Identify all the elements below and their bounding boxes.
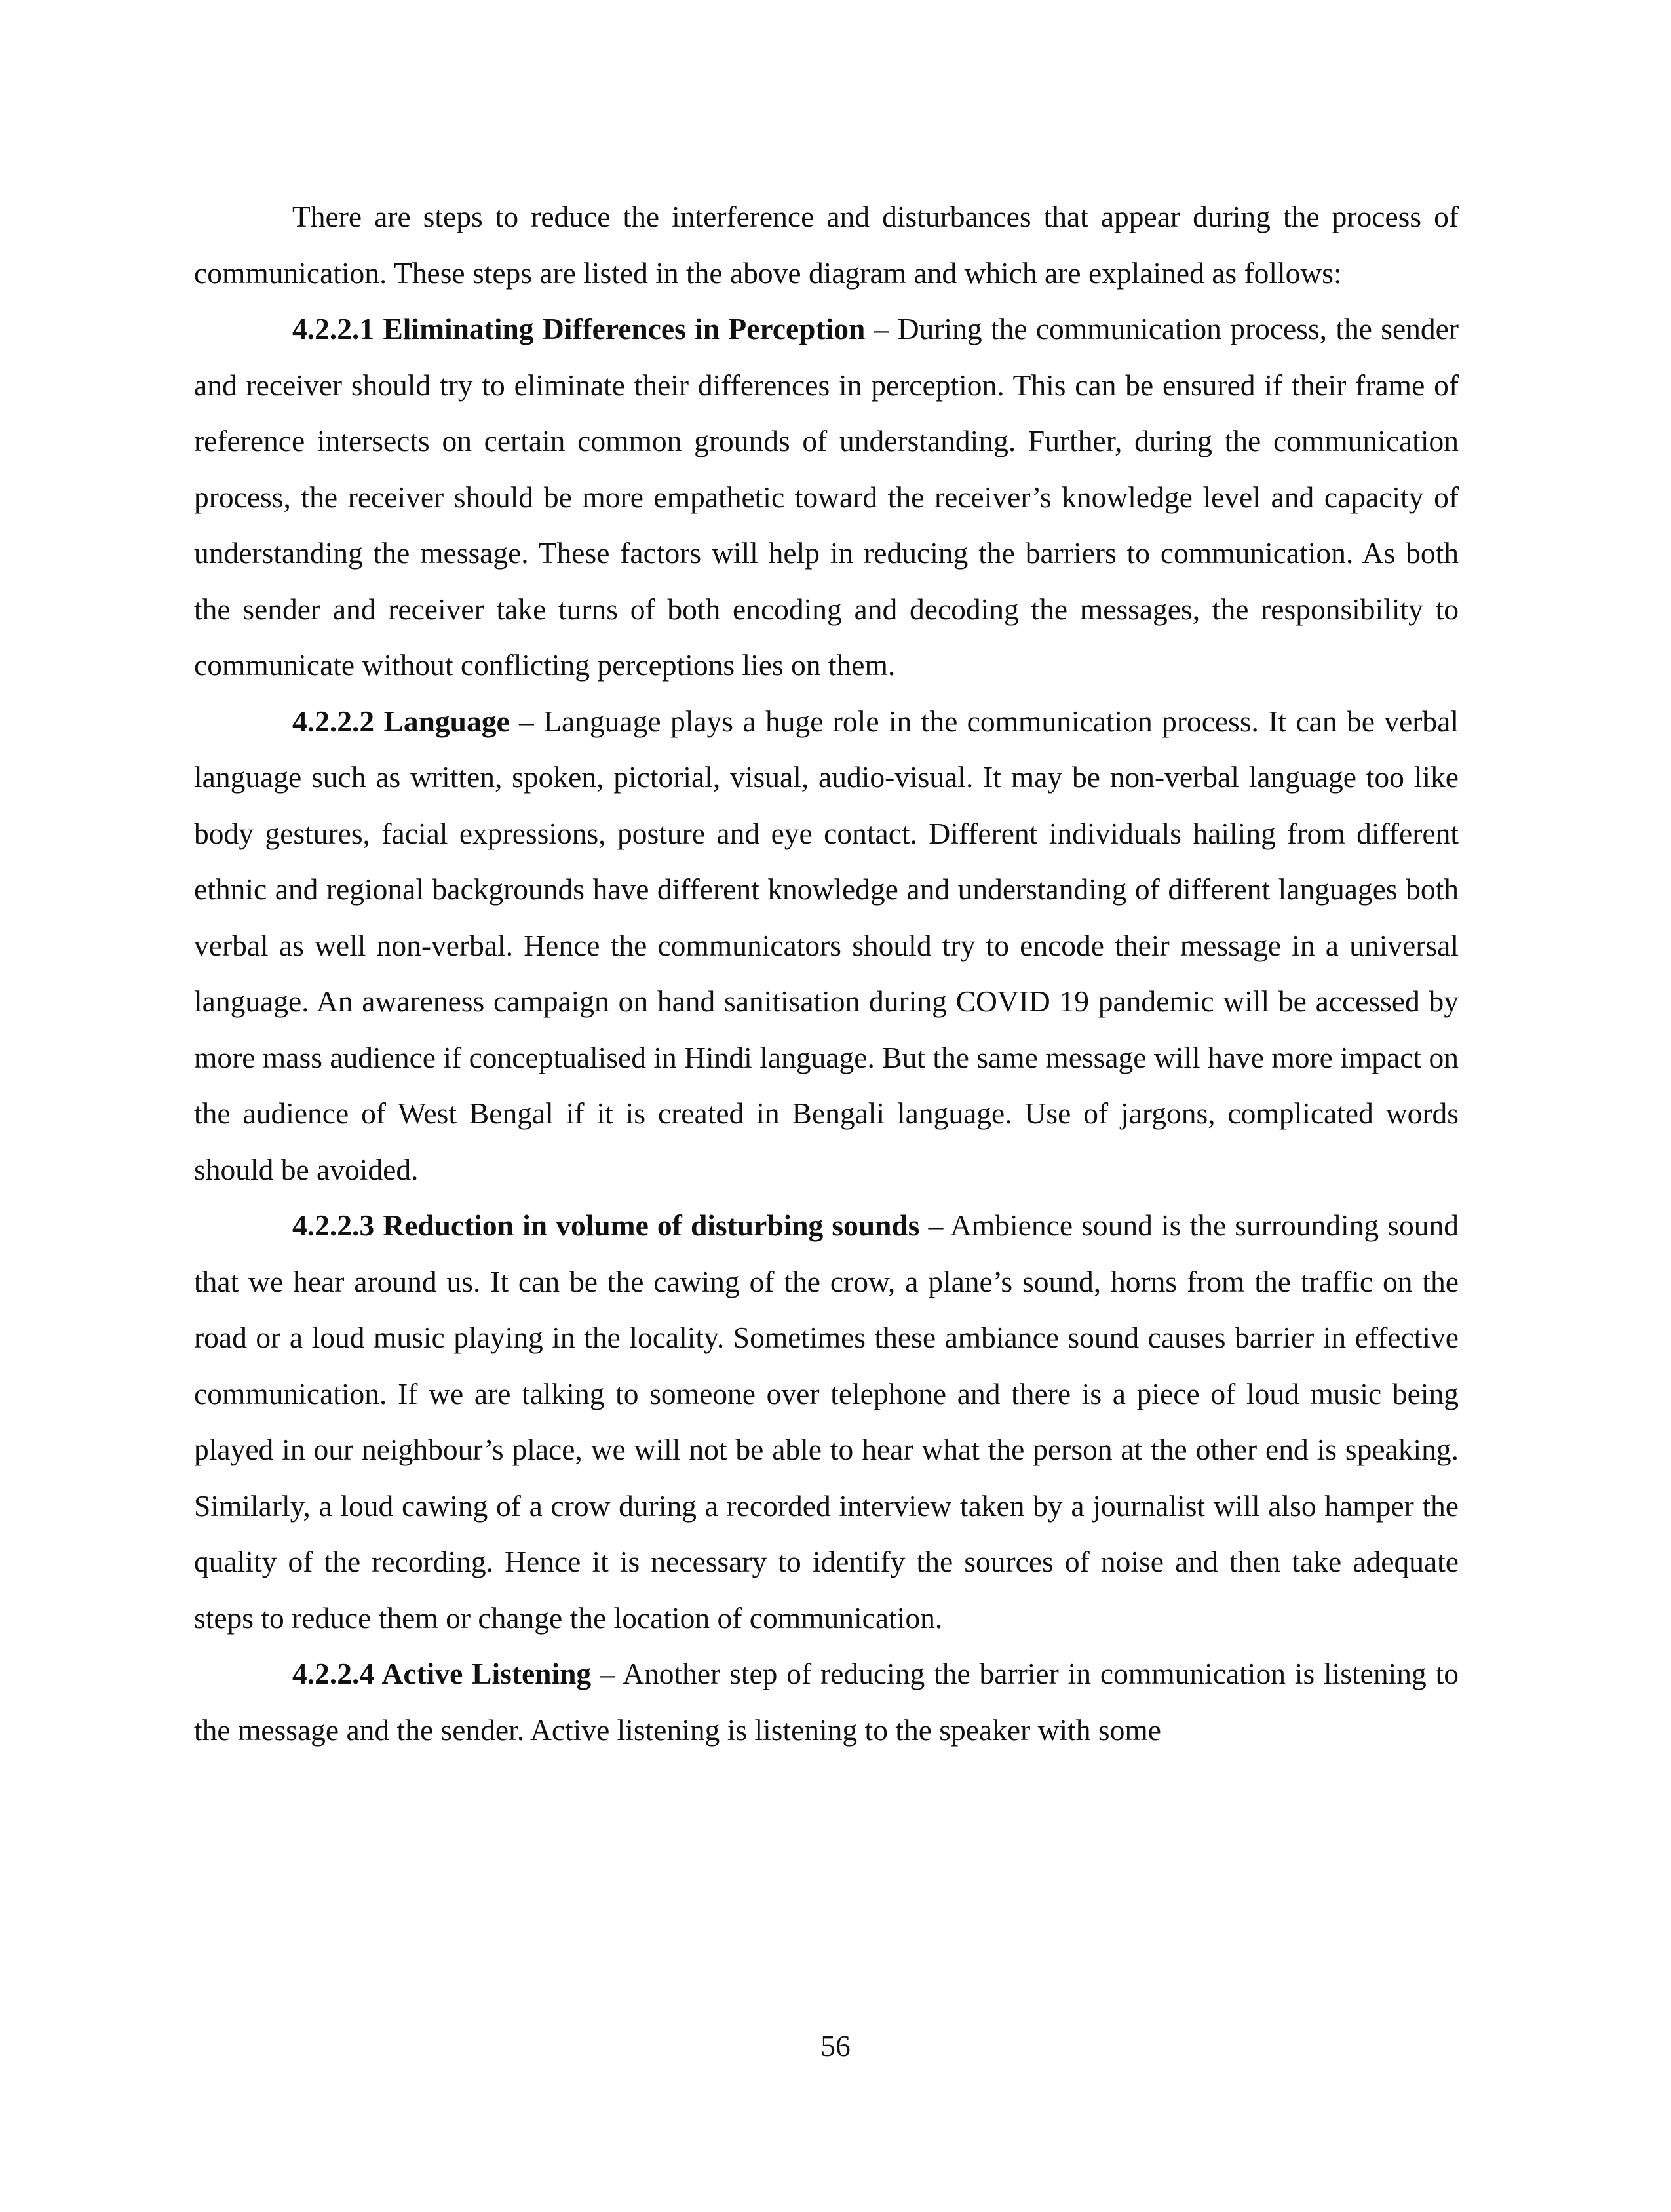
section-heading: 4.2.2.2 Language — [292, 704, 510, 738]
section-paragraph-active-listening — [194, 1646, 1459, 1758]
page-number: 56 — [820, 2029, 851, 2063]
section-heading: 4.2.2.3 Reduction in volume of disturbing sounds — [292, 1209, 920, 1242]
section-body: – Ambience sound is the surrounding sound that we hear around us. It can be the cawing of the crow, a plane’s sound, horns from the traffic on the road or a loud music playing in the locality. Sometimes these ambiance sound causes barrier in effective communication. If we are talking to someone over telephone and there is a piece of loud music being played in our neighbour’s place, we will not be able to hear what the person at the other end is speaking. Similarly, a loud cawing of a crow during a recorded interview taken by a journalist will also hamper the quality of the recording. Hence it is necessary to identify the sources of noise and then take adequate steps to reduce them or change the location of communication. — [194, 1209, 1459, 1635]
intro-paragraph: There are steps to reduce the interference and disturbances that appear during the process of communication. These steps are listed in the above diagram and which are explained as follows: — [194, 200, 1459, 290]
section-heading: 4.2.2.1 Eliminating Differences in Perception — [292, 312, 866, 345]
section-heading: 4.2.2.4 Active Listening — [292, 1657, 592, 1690]
section-paragraph-disturbing-sounds — [194, 1197, 1459, 1646]
section-body: – During the communication process, the sender and receiver should try to eliminate their differences in perception. This can be ensured if their frame of reference intersects on certain common grounds of understanding. Further, during the communication process, the receiver should be more empathetic toward the receiver’s knowledge level and capacity of understanding the message. These factors will help in reducing the barriers to communication. As both the sender and receiver take turns of both encoding and decoding the messages, the responsibility to communicate without conflicting perceptions lies on them. — [194, 312, 1459, 682]
section-body: – Language plays a huge role in the communication process. It can be verbal language such as written, spoken, pictorial, visual, audio-visual. It may be non-verbal language too like body gestures, facial expressions, posture and eye contact. Different individuals hailing from different ethnic and regional backgrounds have different knowledge and understanding of different languages both verbal as well non-verbal. Hence the communicators should try to encode their message in a universal language. An awareness campaign on hand sanitisation during COVID 19 pandemic will be accessed by more mass audience if conceptualised in Hindi language. But the same message will have more impact on the audience of West Bengal if it is created in Bengali language. Use of jargons, complicated words should be avoided. — [194, 704, 1459, 1186]
section-body: – Another step of reducing the barrier in communication is listening to the message and the sender. Active listening is listening to the speaker with some — [194, 1657, 1459, 1747]
page-body — [194, 189, 1459, 1758]
section-paragraph-eliminating-differences — [194, 301, 1459, 693]
section-paragraph-language — [194, 693, 1459, 1198]
